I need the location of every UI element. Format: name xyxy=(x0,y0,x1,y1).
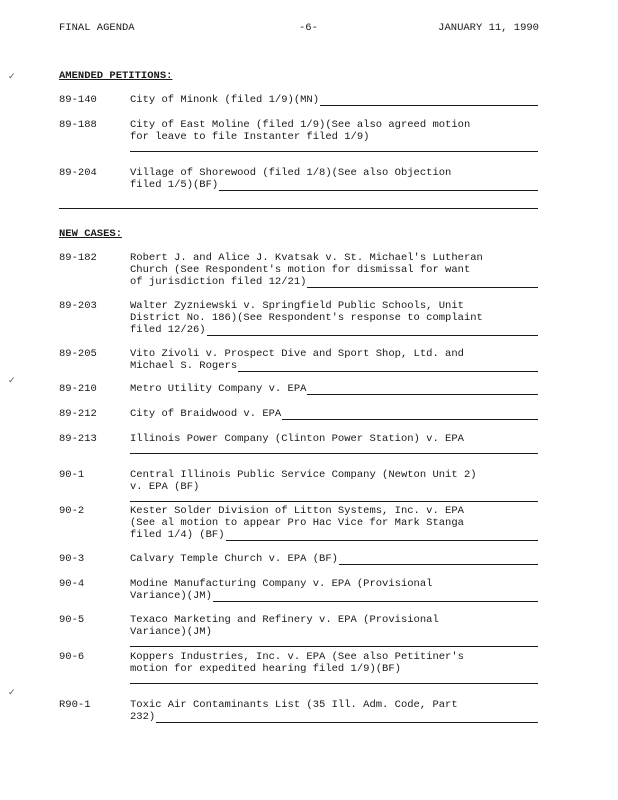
case-description xyxy=(130,167,538,191)
description-text: Central Illinois Public Service Company (Newton Unit 2) xyxy=(130,469,477,481)
description-text: Robert J. and Alice J. Kvatsak v. St. Michael's Lutheran xyxy=(130,252,483,264)
description-line xyxy=(130,167,538,179)
notes-rule xyxy=(219,181,538,191)
description-line xyxy=(130,433,538,445)
description-text: v. EPA (BF) xyxy=(130,481,200,493)
case-description xyxy=(130,553,538,565)
notes-rule xyxy=(207,326,538,336)
case-number: 89-140 xyxy=(59,94,97,106)
description-line xyxy=(130,252,538,264)
notes-rule xyxy=(226,531,538,541)
margin-mark: ✓ xyxy=(8,688,16,698)
description-line xyxy=(130,553,538,565)
description-text: 232) xyxy=(130,711,156,723)
notes-rule xyxy=(238,362,538,372)
description-text: Kester Solder Division of Litton Systems, Inc. v. EPA xyxy=(130,505,464,517)
page-header xyxy=(59,22,539,36)
case-number: 89-182 xyxy=(59,252,97,264)
case-number: 89-203 xyxy=(59,300,97,312)
description-text: of jurisdiction filed 12/21) xyxy=(130,276,307,288)
description-text: Calvary Temple Church v. EPA (BF) xyxy=(130,553,338,565)
case-number: 90-4 xyxy=(59,578,85,590)
description-text: Metro Utility Company v. EPA xyxy=(130,383,307,395)
case-number: 89-212 xyxy=(59,408,97,420)
description-text: for leave to file Instanter filed 1/9) xyxy=(130,131,370,143)
notes-rule xyxy=(282,410,538,420)
description-text: Village of Shorewood (filed 1/8)(See also Objection xyxy=(130,167,452,179)
case-number: 89-205 xyxy=(59,348,97,360)
notes-rule xyxy=(130,445,538,454)
description-line xyxy=(130,578,538,590)
description-line xyxy=(130,663,538,675)
notes-rule xyxy=(307,385,538,395)
case-number: 90-6 xyxy=(59,651,85,663)
description-line xyxy=(130,408,538,420)
section-divider xyxy=(59,208,538,209)
description-text: filed 1/4) (BF) xyxy=(130,529,225,541)
description-line xyxy=(130,348,538,360)
notes-rule xyxy=(320,96,538,106)
case-number: 89-213 xyxy=(59,433,97,445)
notes-rule xyxy=(130,638,538,647)
description-text: Texaco Marketing and Refinery v. EPA (Provisional xyxy=(130,614,439,626)
description-line xyxy=(130,699,538,711)
case-description xyxy=(130,383,538,395)
description-text: Modine Manufacturing Company v. EPA (Provisional xyxy=(130,578,433,590)
description-text: (See al motion to appear Pro Hac Vice for Mark Stanga xyxy=(130,517,464,529)
header-date: JANUARY 11, 1990 xyxy=(438,22,539,34)
description-line xyxy=(130,469,538,481)
notes-rule xyxy=(213,592,538,602)
description-line xyxy=(130,264,538,276)
description-line xyxy=(130,614,538,626)
description-line xyxy=(130,711,538,723)
description-line xyxy=(130,590,538,602)
case-number: 90-2 xyxy=(59,505,85,517)
notes-rule xyxy=(130,493,538,502)
case-description xyxy=(130,348,538,372)
description-line xyxy=(130,131,538,143)
description-line xyxy=(130,119,538,131)
case-description xyxy=(130,252,538,288)
description-line xyxy=(130,505,538,517)
case-description xyxy=(130,578,538,602)
description-line xyxy=(130,179,538,191)
description-text: Walter Zyzniewski v. Springfield Public Schools, Unit xyxy=(130,300,464,312)
case-number: 89-204 xyxy=(59,167,97,179)
notes-rule xyxy=(307,278,538,288)
case-number: R90-1 xyxy=(59,699,91,711)
case-description xyxy=(130,408,538,420)
description-line xyxy=(130,529,538,541)
description-line xyxy=(130,383,538,395)
page-number: -6- xyxy=(299,22,318,34)
margin-mark: ✓ xyxy=(8,376,16,386)
case-number: 90-3 xyxy=(59,553,85,565)
description-text: filed 1/5)(BF) xyxy=(130,179,219,191)
description-line xyxy=(130,360,538,372)
description-text: filed 12/26) xyxy=(130,324,206,336)
description-line xyxy=(130,94,538,106)
notes-rule xyxy=(130,143,538,152)
amended-petitions-heading: AMENDED PETITIONS: xyxy=(59,70,173,82)
header-title: FINAL AGENDA xyxy=(59,22,135,34)
description-text: Variance)(JM) xyxy=(130,626,212,638)
description-line xyxy=(130,276,538,288)
description-text: City of East Moline (filed 1/9)(See also agreed motion xyxy=(130,119,471,131)
case-description xyxy=(130,300,538,336)
description-text: District No. 186)(See Respondent's response to complaint xyxy=(130,312,483,324)
case-description xyxy=(130,614,538,647)
description-text: Vito Zivoli v. Prospect Dive and Sport Shop, Ltd. and xyxy=(130,348,464,360)
case-number: 89-210 xyxy=(59,383,97,395)
description-text: City of Minonk (filed 1/9)(MN) xyxy=(130,94,320,106)
case-number: 89-188 xyxy=(59,119,97,131)
description-line xyxy=(130,312,538,324)
description-line xyxy=(130,300,538,312)
case-number: 90-5 xyxy=(59,614,85,626)
description-text: Toxic Air Contaminants List (35 Ill. Adm. Code, Part xyxy=(130,699,458,711)
notes-rule xyxy=(339,555,538,565)
notes-rule xyxy=(130,675,538,684)
margin-mark: ✓ xyxy=(8,72,16,82)
description-text: Variance)(JM) xyxy=(130,590,212,602)
case-description xyxy=(130,699,538,723)
description-line xyxy=(130,481,538,493)
case-number: 90-1 xyxy=(59,469,85,481)
new-cases-heading: NEW CASES: xyxy=(59,228,123,240)
case-description xyxy=(130,119,538,152)
description-line xyxy=(130,626,538,638)
case-description xyxy=(130,505,538,541)
description-line xyxy=(130,324,538,336)
notes-rule xyxy=(156,713,538,723)
description-text: Koppers Industries, Inc. v. EPA (See also Petitiner's xyxy=(130,651,464,663)
description-text: motion for expedited hearing filed 1/9)(BF) xyxy=(130,663,401,675)
description-line xyxy=(130,517,538,529)
case-description xyxy=(130,469,538,502)
case-description xyxy=(130,433,538,454)
description-text: Michael S. Rogers xyxy=(130,360,238,372)
description-text: Illinois Power Company (Clinton Power Station) v. EPA xyxy=(130,433,464,445)
case-description xyxy=(130,651,538,684)
description-text: Church (See Respondent's motion for dismissal for want xyxy=(130,264,471,276)
case-description xyxy=(130,94,538,106)
description-line xyxy=(130,651,538,663)
description-text: City of Braidwood v. EPA xyxy=(130,408,282,420)
